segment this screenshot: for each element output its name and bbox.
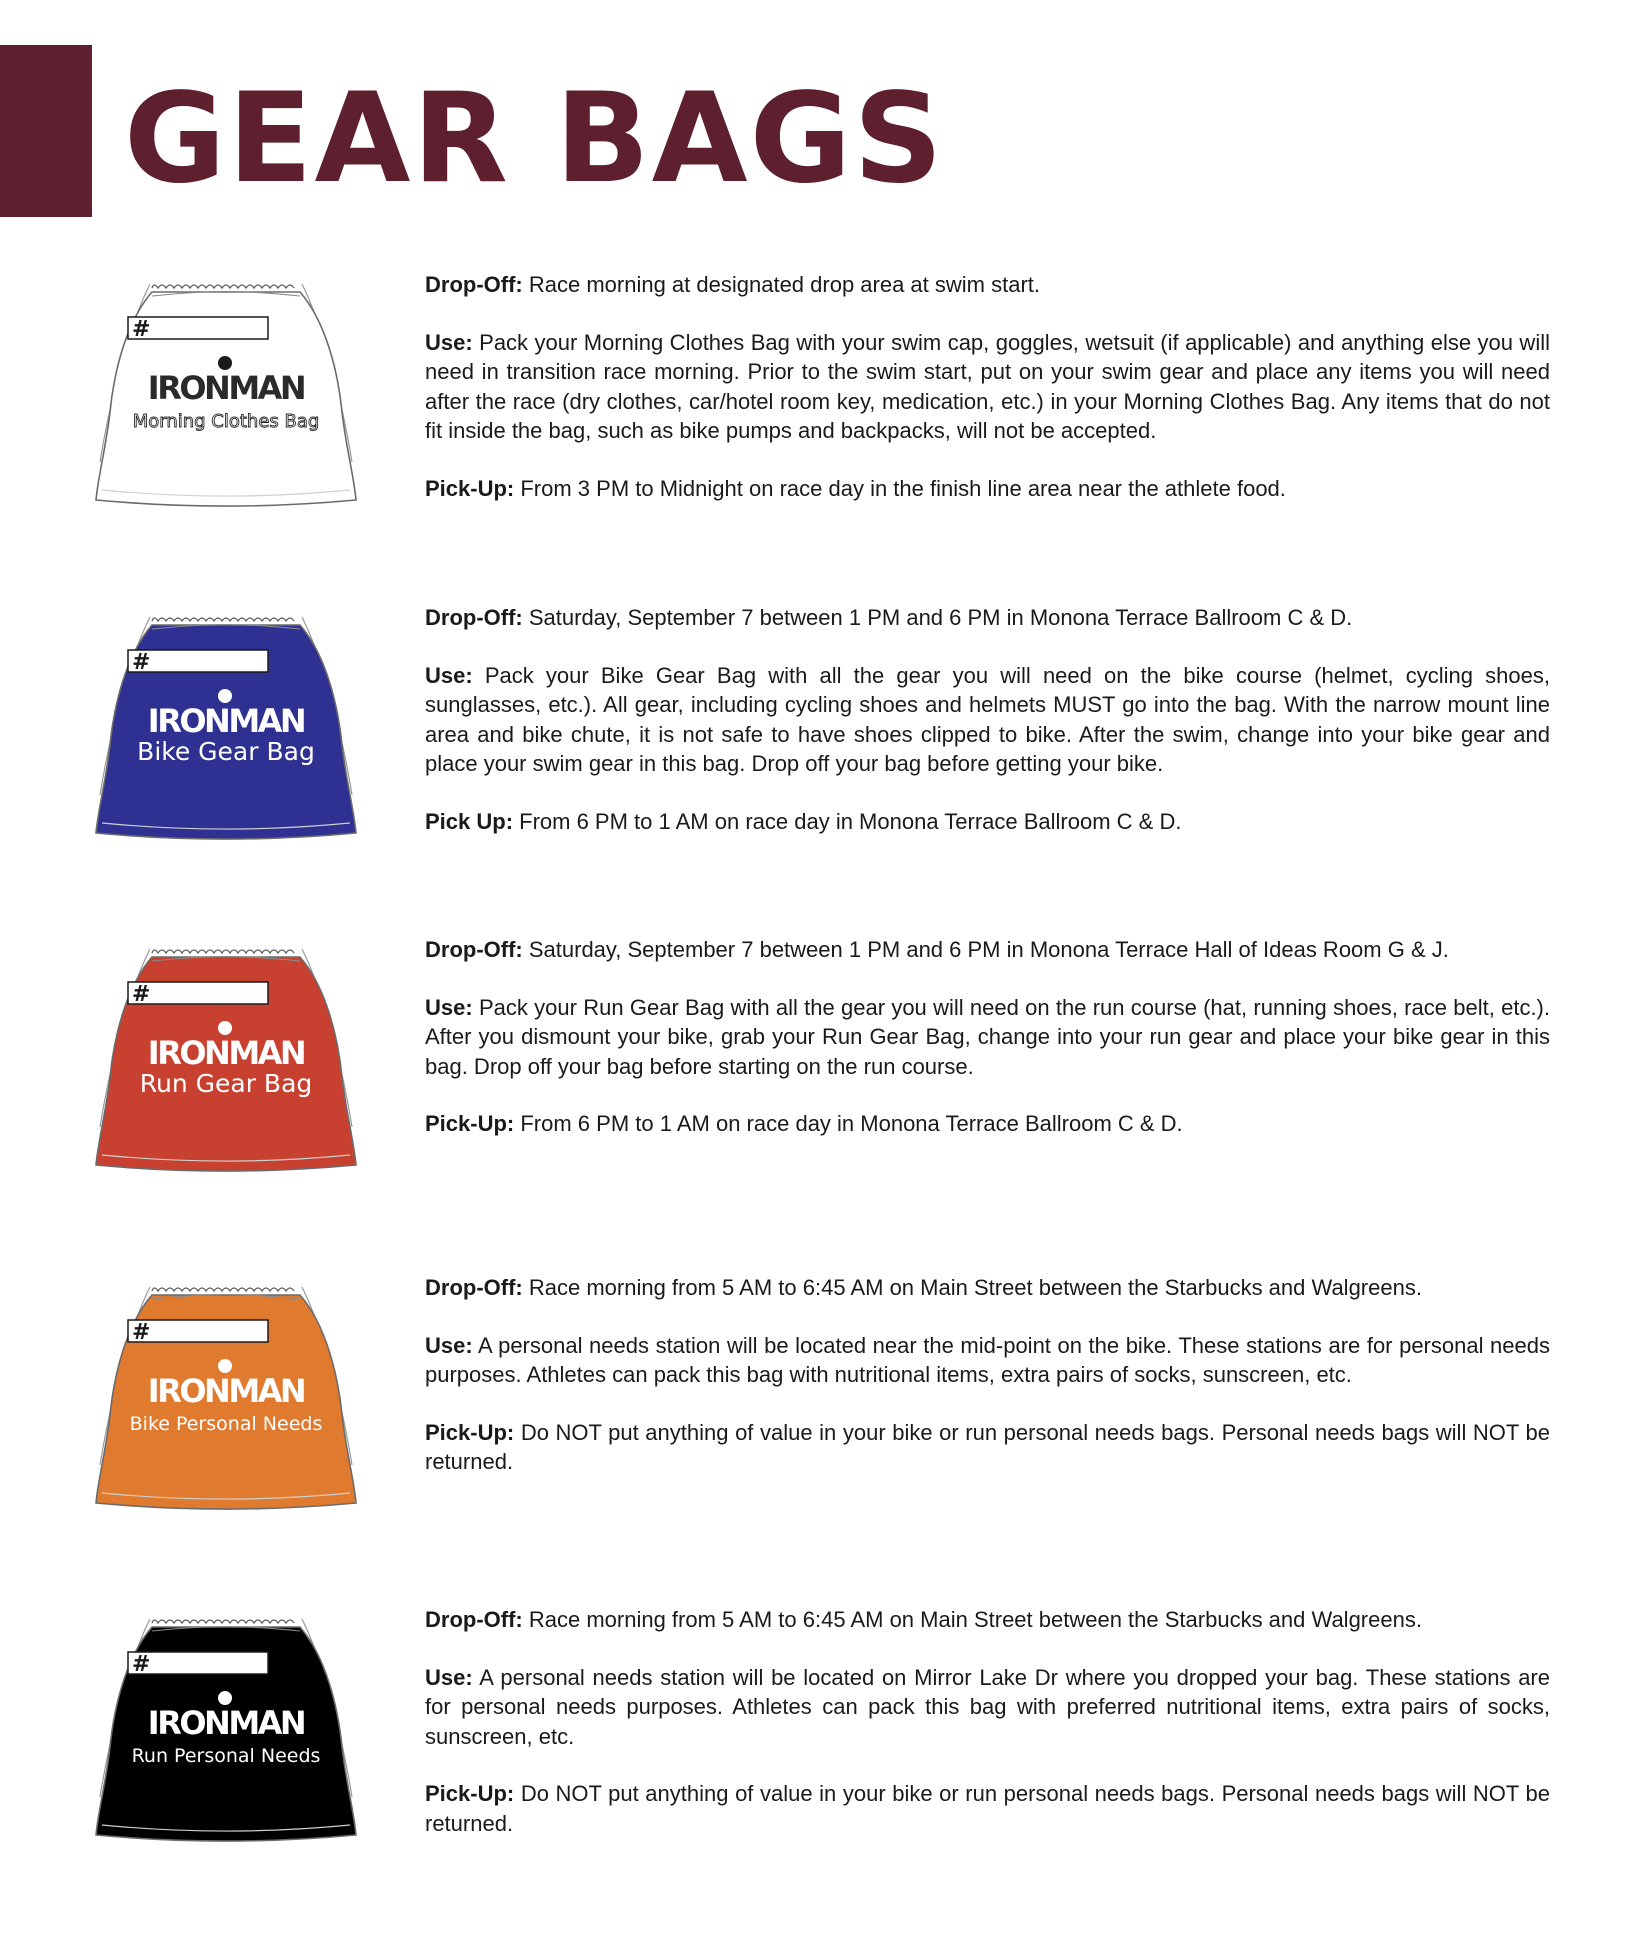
use-label: Use: — [425, 329, 473, 355]
use-text: Pack your Morning Clothes Bag with your swim cap, goggles, wetsuit (if applicable) and anything else you will need in transition race morning. Prior to the swim start, put on your swim gear and place any items you will need after the race (dry clothes, car/hotel room key, medication, etc.) in your Morning Clothes Bag. Any items that do not fit inside the bag, such as bike pumps and backpacks, will not be accepted. — [425, 329, 1550, 443]
dropoff-text: Saturday, September 7 between 1 PM and 6 PM in Monona Terrace Ballroom C & D. — [522, 605, 1353, 630]
dropoff-paragraph — [425, 1273, 1550, 1303]
gear-bag-instructions — [425, 1273, 1550, 1505]
dropoff-text: Saturday, September 7 between 1 PM and 6 PM in Monona Terrace Hall of Ideas Room G & J. — [522, 937, 1449, 962]
brand-dot-icon — [218, 1359, 232, 1373]
gear-bag-section — [0, 1273, 1630, 1533]
pickup-label: Pick-Up: — [425, 1419, 515, 1445]
bag-brand: IRONMAN — [147, 1372, 305, 1410]
dropoff-label: Drop-Off: — [425, 605, 523, 630]
pickup-paragraph — [425, 474, 1550, 504]
gear-bag-section — [0, 270, 1630, 530]
use-paragraph — [425, 993, 1550, 1082]
dropoff-text: Race morning from 5 AM to 6:45 AM on Main Street between the Starbucks and Walgreens. — [522, 1275, 1422, 1300]
dropoff-label: Drop-Off: — [425, 937, 523, 962]
use-label: Use: — [425, 662, 473, 688]
use-paragraph — [425, 328, 1550, 446]
use-paragraph — [425, 661, 1550, 779]
bag-brand: IRONMAN — [147, 702, 305, 740]
dropoff-label: Drop-Off: — [425, 1275, 523, 1300]
dropoff-paragraph — [425, 603, 1550, 633]
brand-dot-icon — [218, 356, 232, 370]
gear-bag-section — [0, 603, 1630, 863]
pickup-label: Pick Up: — [425, 808, 514, 834]
gear-bag-instructions — [425, 270, 1550, 531]
use-label: Use: — [425, 1664, 473, 1690]
gear-bag-illustration — [92, 595, 360, 845]
bag-name: Morning Clothes Bag — [132, 411, 320, 432]
bag-brand: IRONMAN — [147, 369, 305, 407]
gear-bag-instructions — [425, 935, 1550, 1167]
pickup-text: Do NOT put anything of value in your bike or run personal needs bags. Personal needs bags will NOT be returned. — [425, 1781, 1550, 1836]
bag-name: Run Gear Bag — [139, 1069, 313, 1098]
dropoff-paragraph — [425, 935, 1550, 965]
bag-name: Bike Personal Needs — [129, 1413, 323, 1435]
brand-dot-icon — [218, 689, 232, 703]
gear-bag-instructions — [425, 1605, 1550, 1866]
bag-number-hash: # — [132, 1652, 151, 1677]
bag-number-hash: # — [132, 650, 151, 675]
bag-name: Bike Gear Bag — [137, 737, 315, 766]
use-text: A personal needs station will be located on Mirror Lake Dr where you dropped your bag. These stations are for personal needs purposes. Athletes can pack this bag with preferred nutritional items, extra pairs of socks, sunscreen, etc. — [425, 1664, 1550, 1749]
gear-bag-illustration — [92, 1265, 360, 1515]
title-accent-block — [0, 45, 92, 217]
pickup-text: From 6 PM to 1 AM on race day in Monona Terrace Ballroom C & D. — [513, 808, 1182, 834]
use-text: Pack your Run Gear Bag with all the gear you will need on the run course (hat, running shoes, race belt, etc.). After you dismount your bike, grab your Run Gear Bag, change into your run gear and place your bike gear in this bag. Drop off your bag before starting on the run course. — [425, 994, 1550, 1079]
bag-name: Run Personal Needs — [131, 1745, 321, 1767]
use-label: Use: — [425, 1332, 473, 1358]
bag-brand: IRONMAN — [147, 1034, 305, 1072]
brand-dot-icon — [218, 1691, 232, 1705]
dropoff-text: Race morning from 5 AM to 6:45 AM on Main Street between the Starbucks and Walgreens. — [522, 1607, 1422, 1632]
dropoff-label: Drop-Off: — [425, 1607, 523, 1632]
pickup-text: Do NOT put anything of value in your bike or run personal needs bags. Personal needs bags will NOT be returned. — [425, 1419, 1550, 1474]
use-paragraph — [425, 1331, 1550, 1390]
gear-bag-illustration — [92, 262, 360, 512]
dropoff-label: Drop-Off: — [425, 272, 523, 297]
dropoff-text: Race morning at designated drop area at swim start. — [522, 272, 1041, 297]
pickup-text: From 6 PM to 1 AM on race day in Monona Terrace Ballroom C & D. — [514, 1111, 1183, 1136]
gear-bag-section — [0, 935, 1630, 1195]
bag-number-hash: # — [132, 317, 151, 342]
page-title: GEAR BAGS — [124, 67, 945, 211]
use-paragraph — [425, 1663, 1550, 1752]
gear-bag-section — [0, 1605, 1630, 1865]
pickup-paragraph — [425, 1779, 1550, 1838]
use-text: A personal needs station will be located near the mid-point on the bike. These stations are for personal needs purposes. Athletes can pack this bag with nutritional items, extra pairs of socks, sunscreen, etc. — [425, 1332, 1550, 1387]
bag-number-hash: # — [132, 1320, 151, 1345]
gear-bag-illustration — [92, 927, 360, 1177]
gear-bag-instructions — [425, 603, 1550, 864]
use-text: Pack your Bike Gear Bag with all the gear you will need on the bike course (helmet, cycling shoes, sunglasses, etc.). All gear, including cycling shoes and helmets MUST go into the bag. With the narrow mount line area and bike chute, it is not safe to have shoes clipped to bike. After the swim, change into your bike gear and place your swim gear in this bag. Drop off your bag before getting your bike. — [425, 662, 1550, 776]
brand-dot-icon — [218, 1021, 232, 1035]
pickup-paragraph — [425, 1418, 1550, 1477]
bag-number-hash: # — [132, 982, 151, 1007]
dropoff-paragraph — [425, 1605, 1550, 1635]
use-label: Use: — [425, 994, 473, 1020]
dropoff-paragraph — [425, 270, 1550, 300]
bag-brand: IRONMAN — [147, 1704, 305, 1742]
pickup-label: Pick-Up: — [425, 475, 515, 501]
pickup-paragraph — [425, 807, 1550, 837]
pickup-label: Pick-Up: — [425, 1781, 515, 1806]
gear-bag-illustration — [92, 1597, 360, 1847]
pickup-paragraph — [425, 1109, 1550, 1139]
pickup-label: Pick-Up: — [425, 1111, 515, 1136]
pickup-text: From 3 PM to Midnight on race day in the finish line area near the athlete food. — [514, 475, 1286, 501]
